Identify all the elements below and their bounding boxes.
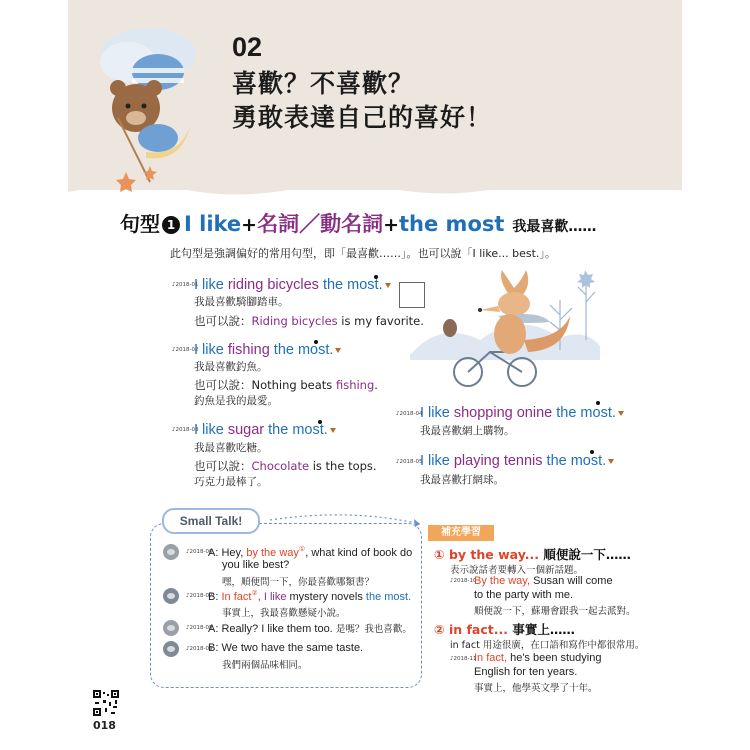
pattern-label: 句型 — [120, 212, 160, 236]
dialogue-line: B: In fact②, I like mystery novels the most. — [208, 590, 412, 603]
small-talk-title: Small Talk! — [162, 508, 260, 534]
speaker-a-avatar — [163, 544, 179, 560]
audio-track-label[interactable]: ♪2018-05 — [396, 459, 423, 465]
audio-track-label[interactable]: ♪2018-07 — [186, 593, 213, 599]
alternative-sentence: 也可以說：Chocolate is the tops. — [194, 459, 377, 473]
dialogue-translation: 嘿，順便問一下，你最喜歡哪類書？ — [222, 577, 375, 588]
intonation-arrow-icon — [618, 411, 624, 416]
bear-illustration — [88, 22, 208, 192]
supplement-item-2-note: in fact 用途很廣，在口語和寫作中都很常用。 — [450, 640, 645, 651]
lesson-number: 02 — [232, 32, 263, 62]
supplement-item-1-example-cont: to the party with me. — [474, 589, 574, 601]
audio-track-label[interactable]: ♪2018-02 — [172, 347, 199, 353]
alternative-translation: 釣魚是我的最愛。 — [194, 395, 278, 407]
speaker-b-avatar — [163, 641, 179, 657]
qr-code-icon[interactable] — [93, 690, 119, 716]
supplement-item-1-translation: 順便說一下，蘇珊會跟我一起去派對。 — [474, 606, 636, 617]
example-sentence: I like shopping onine the most. — [420, 405, 624, 421]
pattern-the-most: the most — [399, 212, 505, 236]
pattern-nouns: 名詞／動名詞 — [257, 212, 384, 236]
example-translation: 我最喜歡騎腳踏車。 — [194, 296, 289, 308]
dialogue-line: A: Hey, by the way①, what kind of book do — [208, 546, 413, 559]
speaker-a-avatar — [163, 620, 179, 636]
supplement-item-2-translation: 事實上，他學英文學了十年。 — [474, 683, 598, 694]
highlight-phrase: shopping onine — [453, 405, 553, 421]
example-sentence: I like riding bicycles the most. — [194, 277, 391, 293]
dialogue-line: A: Really? I like them too. 是嗎？我也喜歡。 — [208, 623, 412, 635]
fox-on-bicycle-illustration — [410, 260, 600, 390]
audio-track-label[interactable]: ♪2018-11 — [450, 656, 477, 662]
pattern-heading — [120, 208, 596, 238]
dotted-connector — [270, 512, 440, 542]
example-sentence: I like fishing the most. — [194, 342, 341, 358]
example-translation: 我最喜歡網上購物。 — [420, 425, 515, 437]
pattern-number-badge: 1 — [162, 216, 180, 234]
page-title-line1: 喜歡？不喜歡？ — [232, 69, 415, 98]
speaker-b-avatar — [163, 588, 179, 604]
supplement-item-2-heading: ② in fact... 事實上…… — [434, 622, 575, 637]
intonation-arrow-icon — [608, 459, 614, 464]
example-sentence: I like playing tennis the most. — [420, 453, 614, 469]
audio-track-label[interactable]: ♪2018-10 — [450, 578, 477, 584]
example-translation: 我最喜歡釣魚。 — [194, 361, 268, 373]
audio-track-label[interactable]: ♪2018-01 — [172, 282, 199, 288]
highlight-phrase: fishing — [227, 342, 270, 358]
audio-track-label[interactable]: ♪2018-03 — [172, 427, 199, 433]
page-number: 018 — [93, 719, 116, 732]
pattern-plus: + — [241, 214, 258, 236]
intro-text: 此句型是強調偏好的常用句型，即「最喜歡……」。也可以說「I like... best.」。 — [170, 247, 556, 260]
alternative-sentence: 也可以說：Nothing beats fishing. — [194, 378, 378, 392]
alternative-sentence: 也可以說：Riding bicycles is my favorite. — [194, 314, 424, 328]
pattern-plus: + — [383, 214, 400, 236]
audio-track-label[interactable]: ♪2018-04 — [396, 411, 423, 417]
supplement-item-1-heading: ① by the way... 順便說一下…… — [434, 547, 631, 562]
alternative-translation: 巧克力最棒了。 — [194, 476, 268, 488]
supplement-item-1-note: 表示說話者要轉入一個新話題。 — [450, 565, 584, 576]
highlight-phrase: playing tennis — [453, 453, 543, 469]
supplement-item-2-example: In fact, he's been studying — [474, 652, 602, 664]
page-title-line2: 勇敢表達自己的喜好！ — [232, 103, 493, 132]
intonation-arrow-icon — [335, 348, 341, 353]
example-sentence: I like sugar the most. — [194, 422, 336, 438]
audio-track-label[interactable]: ♪2018-09 — [186, 646, 213, 652]
pattern-i-like: I like — [184, 212, 242, 236]
supplement-tag: 補充學習 — [428, 525, 494, 541]
dialogue-line: B: We two have the same taste. — [208, 642, 364, 654]
audio-track-label[interactable]: ♪2018-06 — [186, 549, 213, 555]
dialogue-translation: 我們兩個品味相同。 — [222, 660, 308, 671]
intonation-arrow-icon — [385, 283, 391, 288]
dialogue-line-continued: you like best? — [222, 559, 290, 571]
audio-track-label[interactable]: ♪2018-08 — [186, 625, 213, 631]
pattern-meaning: 我最喜歡…… — [512, 219, 597, 235]
example-translation: 我最喜歡打網球。 — [420, 474, 504, 486]
highlight-phrase: riding bicycles — [227, 277, 319, 293]
supplement-item-2-example-cont: English for ten years. — [474, 666, 578, 678]
highlight-phrase: sugar — [227, 422, 265, 438]
example-translation: 我最喜歡吃糖。 — [194, 442, 268, 454]
dialogue-translation: 事實上，我最喜歡懸疑小說。 — [222, 608, 346, 619]
intonation-arrow-icon — [330, 428, 336, 433]
supplement-item-1-example: By the way, Susan will come — [474, 575, 613, 587]
